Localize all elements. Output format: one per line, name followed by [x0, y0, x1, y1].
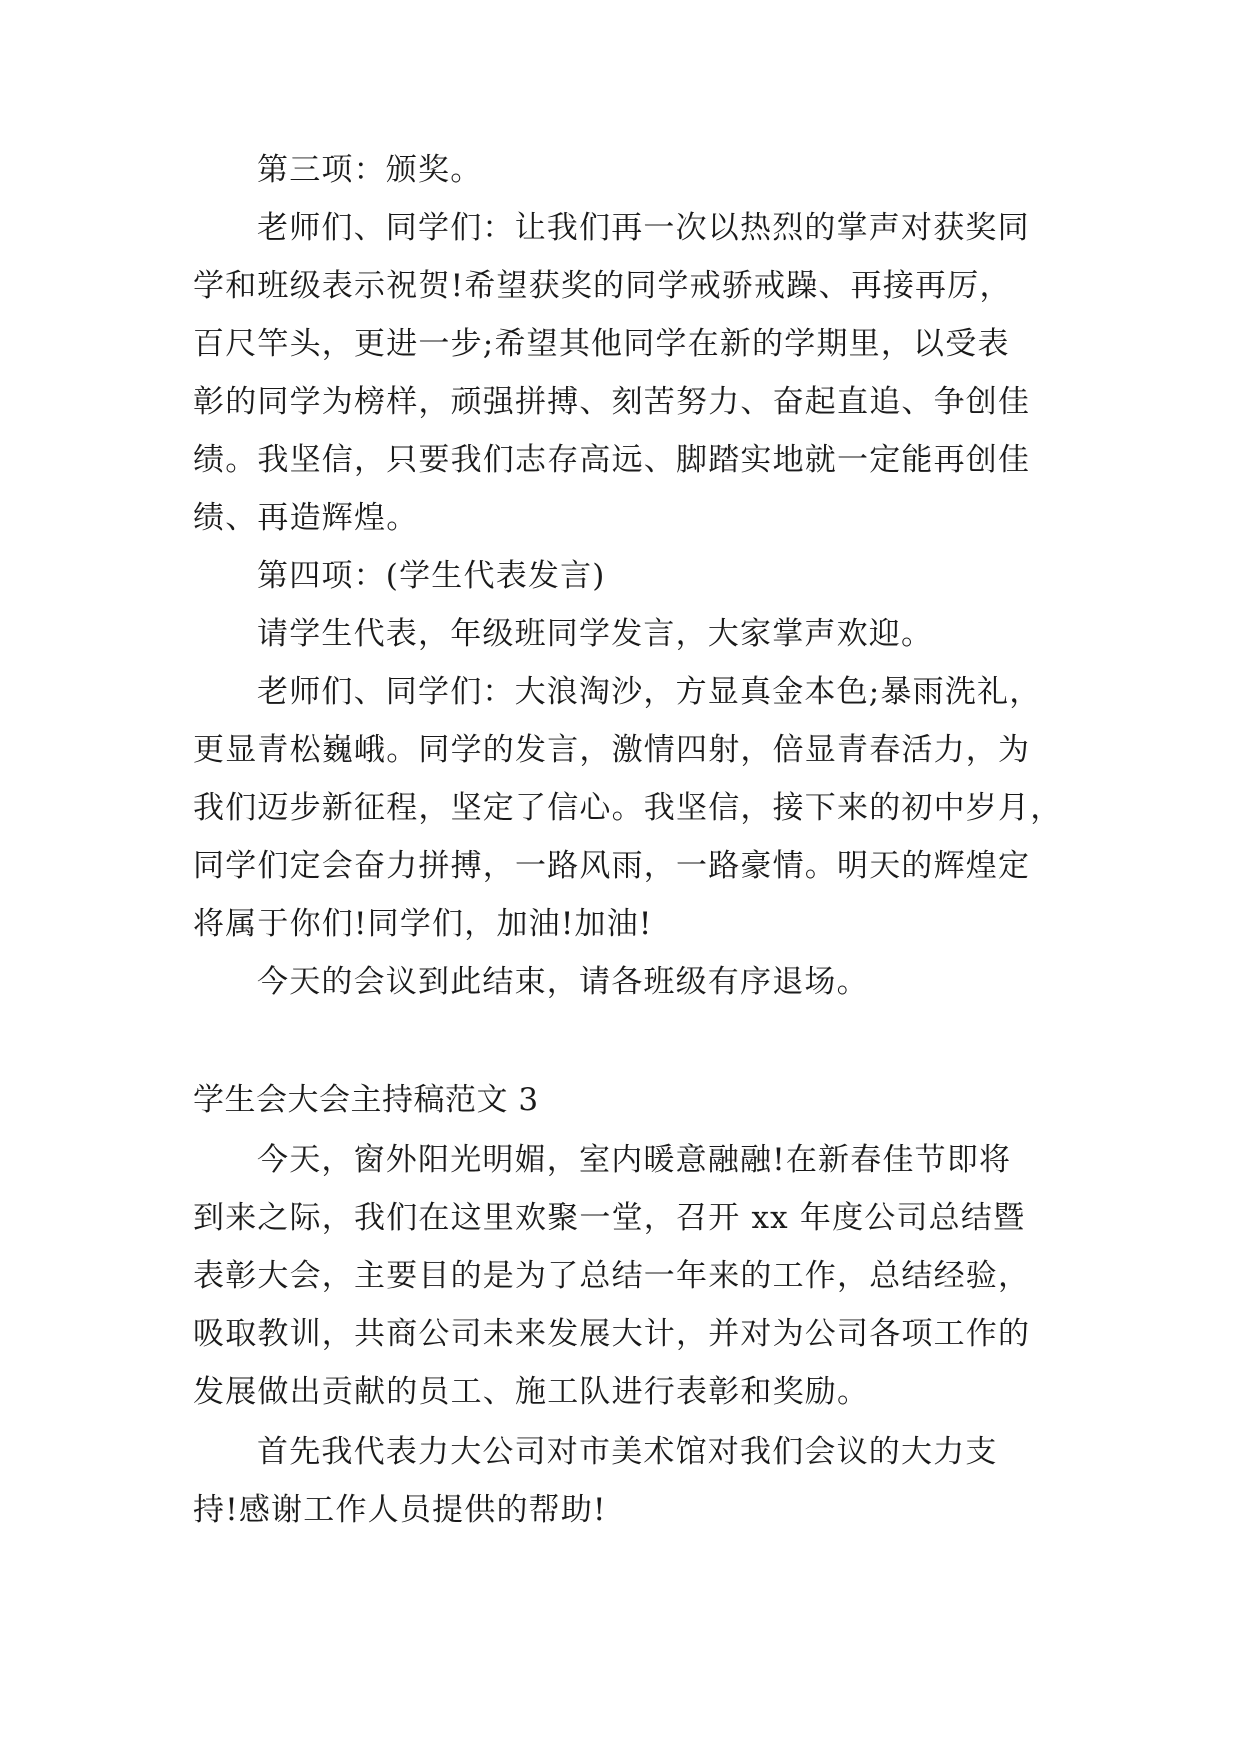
- paragraph-line: 更显青松巍峨。同学的发言，激情四射，倍显青春活力，为: [193, 732, 1031, 768]
- paragraph-line: 彰的同学为榜样，顽强拼搏、刻苦努力、奋起直追、争创佳: [193, 384, 1031, 420]
- paragraph-line: 老师们、同学们：大浪淘沙，方显真金本色;暴雨洗礼，: [257, 674, 1042, 710]
- paragraph-line: 将属于你们!同学们，加油!加油!: [193, 906, 653, 942]
- paragraph-line: 到来之际，我们在这里欢聚一堂，召开 xx 年度公司总结暨: [193, 1200, 1026, 1236]
- paragraph-line: 绩。我坚信，只要我们志存高远、脚踏实地就一定能再创佳: [193, 442, 1031, 478]
- paragraph-line: 老师们、同学们：让我们再一次以热烈的掌声对获奖同: [257, 210, 1030, 246]
- paragraph-line: 我们迈步新征程，坚定了信心。我坚信，接下来的初中岁月，: [193, 790, 1063, 826]
- paragraph-line: 表彰大会，主要目的是为了总结一年来的工作，总结经验，: [193, 1258, 1031, 1294]
- paragraph-line: 持!感谢工作人员提供的帮助!: [193, 1492, 607, 1528]
- paragraph-line: 发展做出贡献的员工、施工队进行表彰和奖励。: [193, 1374, 870, 1410]
- paragraph-line: 首先我代表力大公司对市美术馆对我们会议的大力支: [257, 1434, 998, 1470]
- paragraph-line: 请学生代表，年级班同学发言，大家掌声欢迎。: [257, 616, 934, 652]
- paragraph-line: 吸取教训，共商公司未来发展大计，并对为公司各项工作的: [193, 1316, 1031, 1352]
- paragraph-line: 学和班级表示祝贺!希望获奖的同学戒骄戒躁、再接再厉，: [193, 268, 1012, 304]
- section-heading: 学生会大会主持稿范文 3: [193, 1082, 539, 1118]
- closing-line: 今天的会议到此结束，请各班级有序退场。: [257, 964, 869, 1000]
- paragraph-line: 今天，窗外阳光明媚，室内暖意融融!在新春佳节即将: [257, 1142, 1012, 1178]
- paragraph-line: 同学们定会奋力拼搏，一路风雨，一路豪情。明天的辉煌定: [193, 848, 1031, 884]
- paragraph-line: 绩、再造辉煌。: [193, 500, 419, 536]
- agenda-item-4: 第四项：(学生代表发言): [257, 558, 606, 594]
- paragraph-line: 百尺竿头，更进一步;希望其他同学在新的学期里，以受表: [193, 326, 1010, 362]
- agenda-item-3: 第三项：颁奖。: [257, 152, 483, 188]
